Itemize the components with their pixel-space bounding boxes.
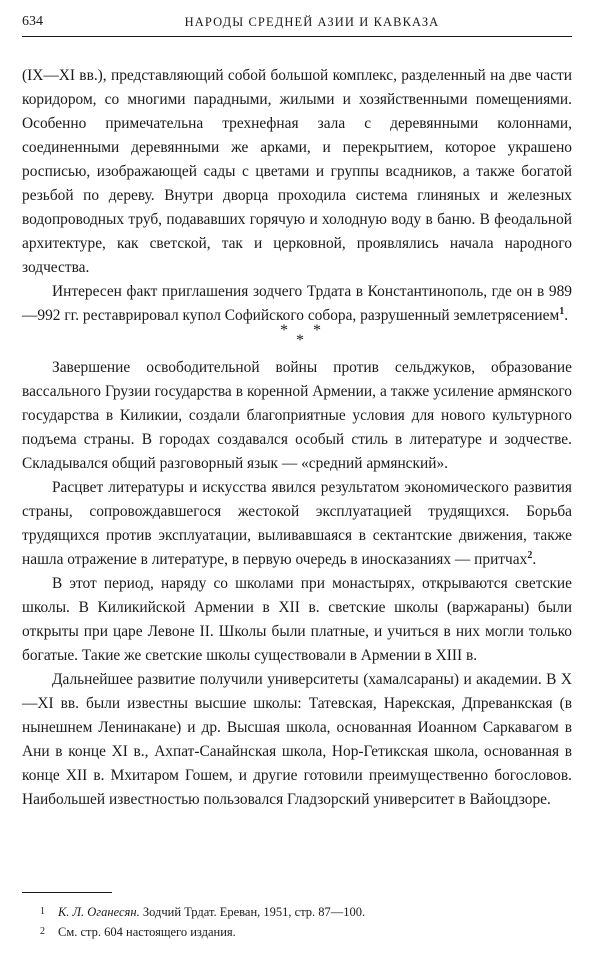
footnote-text: См. стр. 604 настоящего издания. xyxy=(58,925,236,939)
paragraph-text: Дальнейшее развитие получили университеты (хамалсараны) и академии. В X—XI вв. были известны высшие школы: Татевская, Нарекская, Дпреванкская (в нынешнем Ленинакане) и др. Высшая школа, основанная Иоанном Саркавагом в Ани в конце XI в., Ахпат-Санайнская школа, Нор-Гетикская школа, основанная в конце XII в. Мхитаром Гошем, и другие готовили преимущественно богословов. Наибольшей известностью пользовался Гладзорский университет в Вайоцдзоре. xyxy=(22,671,572,808)
footnote-author: К. Л. Оганесян. xyxy=(58,905,140,919)
paragraph xyxy=(22,356,572,476)
paragraph-text: Интересен факт приглашения зодчего Трдата в Константинополь, где он в 989—992 гг. реставрировал купол Софийского собора, разрушенный землетрясением xyxy=(22,283,572,324)
separator-star: * xyxy=(280,322,288,339)
footnote-mark: 1 xyxy=(40,906,45,917)
paragraph: Интересен факт приглашения зодчего Трдата в Константинополь, где он в 989—992 гг. реставрировал купол Софийского собора, разрушенный землетрясением$^1$. xyxy=(22,283,572,324)
section-separator xyxy=(0,320,600,350)
footnote-ref: 2 xyxy=(527,549,533,561)
footnote-text: Зодчий Трдат. Ереван, 1951, стр. 87—100. xyxy=(139,905,366,919)
page-number: 634 xyxy=(22,14,43,29)
separator-star: * xyxy=(313,322,321,339)
text-block-bottom xyxy=(22,356,572,812)
footnote xyxy=(40,902,558,922)
paragraph xyxy=(22,668,572,812)
footnote xyxy=(40,922,558,942)
footnote-divider xyxy=(22,892,112,893)
paragraph xyxy=(22,572,572,668)
running-title: НАРОДЫ СРЕДНЕЙ АЗИИ И КАВКАЗА xyxy=(184,15,440,29)
footnote-ref: 1 xyxy=(559,305,565,317)
paragraph xyxy=(22,64,572,280)
separator-star: * xyxy=(296,332,304,349)
paragraph-text: (IX—XI вв.), представляющий собой большой комплекс, разделенный на две части коридором, со многими парадными, жилыми и хозяйственными помещениями. Особенно примечательна трехнефная зала с деревянными колоннами, соединенными деревянными же арками, и перекрытием, которое украшено росписью, изображающей сады с цветами и группы всадников, а также богатой резьбой по дереву. Внутри дворца проходила система глиняных и железных водопроводных труб, подававших горячую и холодную воду в баню. В феодальной архитектуре, как светской, так и церковной, проявлялись начала народного зодчества. xyxy=(22,67,572,276)
text-block-top xyxy=(22,64,572,328)
paragraph-text: Расцвет литературы и искусства явился результатом экономического развития страны, сопровождавшегося жестокой эксплуатацией трудящихся. Борьба трудящихся против эксплуатации, выливавшаяся в сектантские движения, также нашла отражение в литературе, в первую очередь в иносказаниях — притчах xyxy=(22,479,572,568)
paragraph-text: В этот период, наряду со школами при монастырях, открываются светские школы. В Киликийской Армении в XII в. светские школы (варжараны) были открыты при царе Левоне II. Школы были платные, и учиться в них могли только богатые. Такие же светские школы существовали в Армении в XIII в. xyxy=(22,575,572,664)
footnotes xyxy=(40,902,558,942)
page-header xyxy=(22,12,572,37)
paragraph-text: Завершение освободительной войны против сельджуков, образование вассального Грузии государства в коренной Армении, а также усиление армянского государства в Киликии, создали благоприятные условия для нового культурного подъема страны. В городах создавался особый стиль в литературе и зодчестве. Складывался общий разговорный язык — «средний армянский». xyxy=(22,359,572,472)
footnote-mark: 2 xyxy=(40,926,45,937)
paragraph: Расцвет литературы и искусства явился результатом экономического развития страны, сопровождавшегося жестокой эксплуатацией трудящихся. Борьба трудящихся против эксплуатации, выливавшаяся в сектантские движения, также нашла отражение в литературе, в первую очередь в иносказаниях — притчах$^2$. xyxy=(22,479,572,568)
